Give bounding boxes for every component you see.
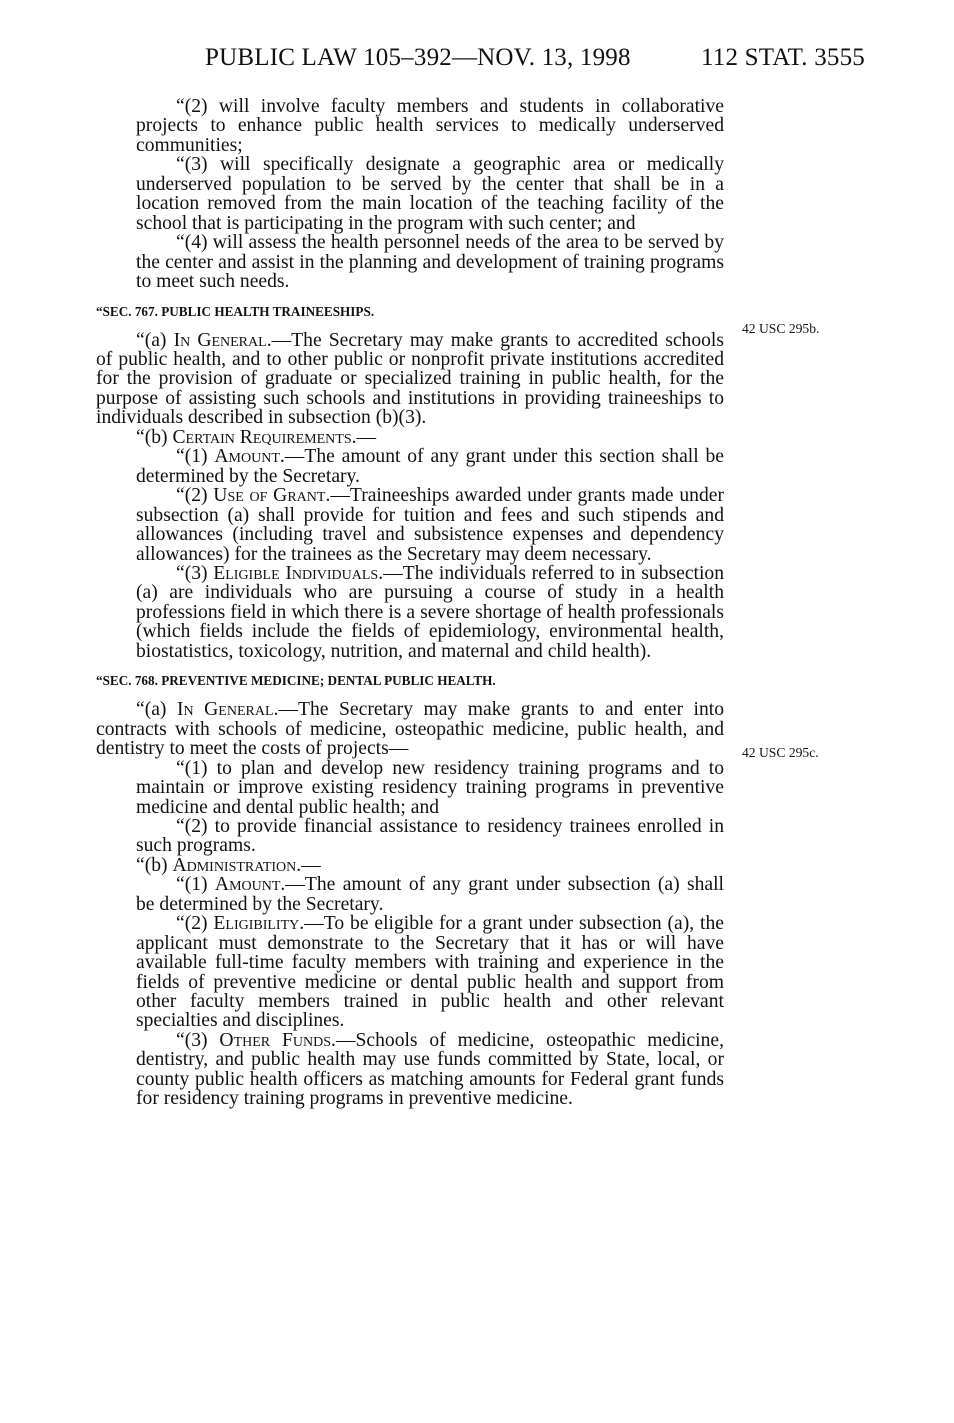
section-767-b <box>96 428 724 447</box>
s768b3-lead: “(3) <box>176 1029 220 1051</box>
paragraph-4: “(4) will assess the health personnel needs of the area to be served by the center and assist in the planning and development of training programs to meet such needs. <box>136 232 724 293</box>
s768b2-body: .—To be eligible for a grant under subsection (a), the applicant must demonstrate to the Secretary that it has or will have available full-time faculty members with training and experience in the fields of preventive medicine or dental public health and support from other faculty members trained in public health and other relevant specialties and disciplines. <box>136 913 724 1032</box>
section-767-a <box>96 331 724 428</box>
s767b1-body: .—The amount of any grant under this section shall be determined by the Secretary. <box>136 446 724 487</box>
s767b3-body: .—The individuals referred to in subsection (a) are individuals who are pursuing a course of study in a health professions field in which there is a severe shortage of health professionals (which fields include the fields of epidemiology, environmental health, biostatistics, toxicology, nutrition, and maternal and child health). <box>136 562 724 662</box>
s767b-lead: “(b) <box>136 426 173 448</box>
section-767-heading: “SEC. 767. PUBLIC HEALTH TRAINEESHIPS. <box>96 303 375 319</box>
section-768-b2 <box>96 914 724 1031</box>
paragraph-2: “(2) will involve faculty members and students in collaborative projects to enhance public health services to medically underserved communities; <box>136 96 724 156</box>
s768b2-heading: Eligibility <box>213 913 300 935</box>
paragraph-3: “(3) will specifically designate a geographic area or medically underserved population to be served by the center that shall be in a location removed from the main location of the teaching facility of the school that is participating in the program with such center; and <box>136 154 724 234</box>
section-767-b3 <box>96 564 724 661</box>
section-768-a1: “(1) to plan and develop new residency training programs and to maintain or improve existing residency training programs in preventive medicine and dental public health; and <box>136 757 724 818</box>
section-767-b1 <box>96 447 724 486</box>
section-768-b3 <box>96 1031 724 1109</box>
s768b3-body: .—Schools of medicine, osteopathic medicine, dentistry, and public health may use funds committed by State, local, or county public health officers as matching amounts for Federal grant funds for residency training programs in preventive medicine. <box>136 1029 724 1110</box>
s768b-heading: Administration <box>172 854 297 876</box>
s767a-body: .—The Secretary may make grants to accredited schools of public health, and to other public or nonprofit private institutions accredited for the provision of graduate or specialized training in public health, for the purpose of assisting such schools and institutions in providing traineeships to individuals described in subsection (b)(3). <box>96 329 724 429</box>
s767b3-heading: Eligible Individuals <box>213 562 379 584</box>
s768a-heading: In General <box>176 699 274 721</box>
section-768-a <box>96 700 724 758</box>
section-768-a2: “(2) to provide financial assistance to residency trainees enrolled in such programs. <box>136 815 724 857</box>
body-text <box>96 97 724 1109</box>
section-768-b <box>96 856 724 875</box>
s768b2-lead: “(2) <box>176 913 214 935</box>
section-768-heading: “SEC. 768. PREVENTIVE MEDICINE; DENTAL PUBLIC HEALTH. <box>96 673 496 689</box>
s767a-lead: “(a) <box>136 329 174 351</box>
s768b1-body: .—The amount of any grant under subsection (a) shall be determined by the Secretary. <box>136 874 724 915</box>
s767b2-lead: “(2) <box>176 485 214 507</box>
s768b3-heading: Other Funds <box>219 1029 332 1051</box>
s768b1-heading: Amount <box>214 874 281 896</box>
s767b2-heading: Use of Grant <box>213 485 326 507</box>
section-768-b1 <box>96 875 724 914</box>
page-header <box>205 44 865 72</box>
s768b1-lead: “(1) <box>176 874 215 896</box>
section-767-b2 <box>96 486 724 564</box>
s768a-body: .—The Secretary may make grants to and enter into contracts with schools of medicine, osteopathic medicine, public health, and dentistry to meet the costs of projects— <box>96 699 724 760</box>
s767b1-heading: Amount <box>214 446 280 468</box>
s767b2-body: .—Traineeships awarded under grants made under subsection (a) shall provide for tuition and fees and such stipends and allowances (including travel and subsistence expenses and dependency allowances) for the trainees as the Secretary may deem necessary. <box>136 485 724 565</box>
s768a-lead: “(a) <box>136 699 177 721</box>
s768b-tail: .— <box>296 854 321 876</box>
s767b-tail: .— <box>351 426 377 448</box>
margin-note-sec767: 42 USC 295b. <box>742 321 820 336</box>
s768b-lead: “(b) <box>136 854 173 876</box>
header-law-date: PUBLIC LAW 105–392—NOV. 13, 1998 <box>205 44 631 71</box>
s767b1-lead: “(1) <box>176 446 215 468</box>
header-stat-page: 112 STAT. 3555 <box>701 44 865 71</box>
margin-note-sec768: 42 USC 295c. <box>742 745 819 760</box>
s767b-heading: Certain Requirements <box>172 426 352 448</box>
s767a-heading: In General <box>173 329 267 351</box>
s767b3-lead: “(3) <box>176 562 214 584</box>
